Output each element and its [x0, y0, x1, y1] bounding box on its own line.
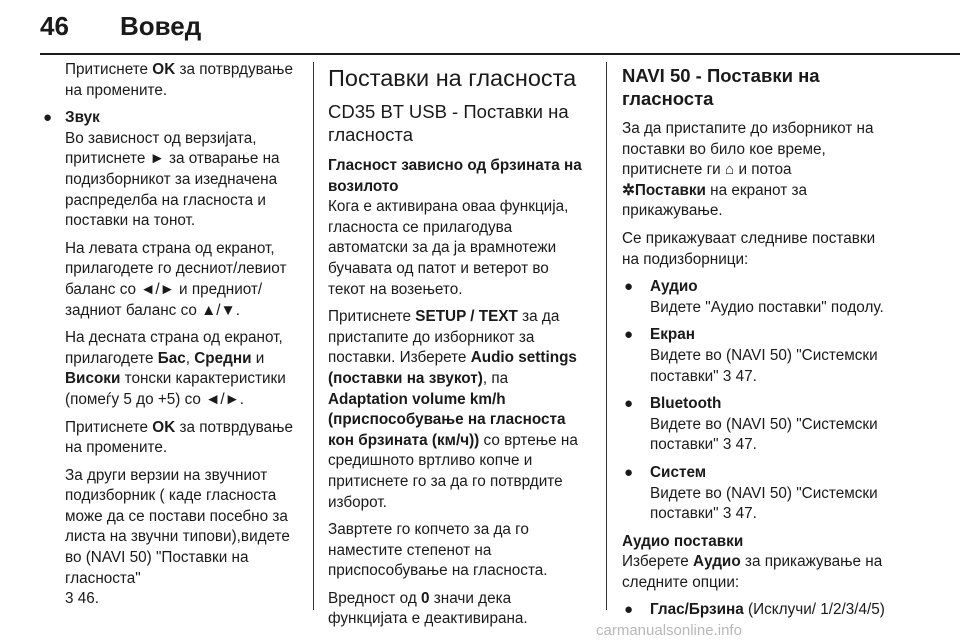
paragraph-submenus: Се прикажуваат следниве поставки на подизборници: — [622, 229, 876, 268]
list-item-option: Глас/Брзина (Исклучи/ 1/2/3/4/5) — [650, 601, 885, 619]
column-3 — [622, 60, 892, 628]
left-right-arrows-icon: ◄/► — [205, 390, 240, 408]
list-item — [624, 463, 892, 525]
paragraph-right-side: На десната страна од екранот, прилагодете Бас, Средни и Високи тонски карактеристики (помеѓу 5 до +5) со ◄/►. — [65, 328, 301, 410]
submenu-list — [624, 277, 892, 525]
column-divider-1 — [313, 62, 314, 610]
paragraph-confirm-2: Притиснете OK за потврдување на промените. — [65, 418, 293, 457]
audio-settings-heading: Аудио поставки — [622, 532, 744, 550]
list-item — [624, 325, 892, 387]
column-1 — [43, 60, 301, 617]
bullet-icon: ● — [624, 326, 634, 344]
paragraph-left-side: На левата страна од екранот, прилагодете го десниот/левиот баланс со ◄/► и предниот/ задниот баланс со ▲/▼. — [65, 239, 301, 321]
list-item — [624, 277, 892, 318]
left-right-arrows-icon: ◄/► — [140, 280, 175, 298]
column-2 — [328, 60, 590, 637]
bullet-icon: ● — [624, 463, 634, 481]
bullet-zvuk — [43, 108, 301, 610]
zvuk-heading: Звук — [65, 109, 100, 127]
audio-options-list — [624, 600, 892, 621]
list-item-desc: Видете во (NAVI 50) "Системски поставки" 3 47. — [650, 346, 878, 385]
watermark: carmanualsonline.info — [596, 622, 742, 639]
paragraph-zero: Вредност од 0 значи дека функцијата е деактивирана. — [328, 589, 528, 628]
paragraph-version: Во зависност од верзијата, притиснете ► за отварање на подизборникот за изедначена распределба на гласноста и поставки на тонот. — [65, 129, 280, 230]
paragraph-access: За да пристапите до изборникот на поставки во било кое време, притиснете ги ⌂ и потоа ✲Поставки на екранот за прикажување. — [622, 120, 874, 220]
bullet-icon: ● — [624, 395, 634, 413]
list-item — [624, 394, 892, 456]
home-icon: ⌂ — [724, 161, 735, 179]
section-title: Поставки на гласноста — [328, 65, 577, 91]
up-down-arrows-icon: ▲/▼ — [201, 301, 236, 319]
list-item-label: Систем — [650, 463, 707, 481]
list-item-label: Bluetooth — [650, 395, 722, 413]
page-reference: 3 46. — [65, 590, 100, 608]
bullet-icon: ● — [624, 601, 634, 619]
page-title: Вовед — [120, 11, 202, 41]
list-item-desc: Видете "Аудио поставки" подолу. — [650, 298, 884, 316]
paragraph-adjust: Завртете го копчето за да го наместите степенот на приспособување на гласноста. — [328, 521, 548, 580]
list-item — [624, 600, 892, 621]
page-number: 46 — [40, 11, 69, 41]
header-rule — [40, 53, 960, 55]
list-item-desc: Видете во (NAVI 50) "Системски поставки" 3 47. — [650, 415, 878, 454]
play-right-icon: ► — [149, 150, 165, 168]
paragraph-function: Кога е активирана оваа функција, гласноста се прилагодува автоматски за да ја врамнотежи бучавата од патот и ветерот во текот на возењето. — [328, 198, 569, 298]
speed-volume-heading: Гласност зависно од брзината на возилото — [328, 157, 582, 195]
list-item-desc: Видете во (NAVI 50) "Системски поставки" 3 47. — [650, 484, 878, 523]
page-header — [0, 0, 960, 54]
column-divider-2 — [606, 62, 607, 610]
gear-icon: ✲ — [622, 181, 635, 199]
list-item-label: Екран — [650, 326, 695, 344]
bullet-icon: ● — [624, 278, 634, 296]
paragraph-confirm-1: Притиснете OK за потврдување на промените. — [65, 61, 293, 99]
bullet-icon: ● — [43, 109, 53, 127]
paragraph-setup: Притиснете SETUP / TEXT за да пристапите до изборникот за поставки. Изберете Audio settings (поставки на звукот), па Adaptation volume km/h (приспособување на гласноста кон брзината (км/ч)) со вртење на средишното вртливо копче и притиснете го за да го потврдите изборот. — [328, 308, 578, 511]
list-item-label: Аудио — [650, 278, 698, 296]
subsection-title: CD35 BT USB - Поставки на гласноста — [328, 101, 569, 145]
navi-section-title: NAVI 50 - Поставки на гласноста — [622, 65, 820, 109]
paragraph-select-audio: Изберете Аудио за прикажување на следните опции: — [622, 553, 883, 591]
paragraph-other-versions: За други верзии на звучниот подизборник ( каде гласноста може да се постави посебно за листа на звучни типови),видете во (NAVI 50) "Поставки на гласноста" 3 46. — [65, 466, 290, 608]
